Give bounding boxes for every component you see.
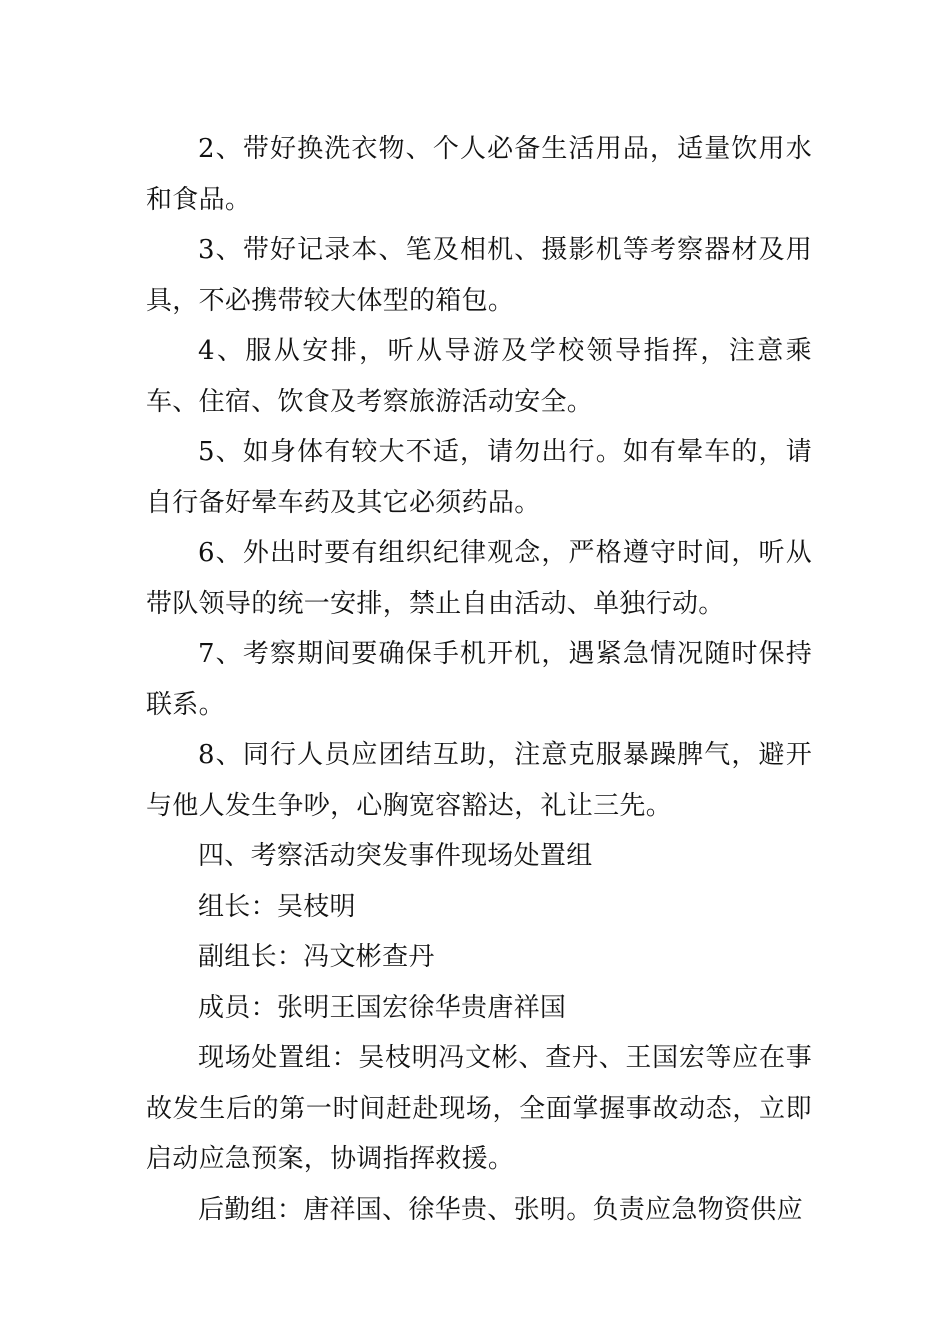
logistics-team-paragraph: 后勤组：唐祥国、徐华贵、张明。负责应急物资供应	[198, 1194, 803, 1225]
document-body	[146, 124, 812, 1235]
onsite-team-paragraph: 现场处置组：吴枝明冯文彬、查丹、王国宏等应在事故发生后的第一时间赶赴现场，全面掌握事故动态，立即启动应急预案，协调指挥救援。	[146, 1043, 812, 1174]
paragraph-item-4: 4、服从安排，听从导游及学校领导指挥，注意乘车、住宿、饮食及考察旅游活动安全。	[146, 336, 812, 417]
section-heading-four: 四、考察活动突发事件现场处置组	[198, 841, 593, 871]
paragraph-item-2: 2、带好换洗衣物、个人必备生活用品，适量饮用水和食品。	[146, 134, 812, 215]
team-leader-line: 组长：吴枝明	[198, 891, 356, 922]
paragraph-item-8: 8、同行人员应团结互助，注意克服暴躁脾气，避开与他人发生争吵，心胸宽容豁达，礼让三先。	[146, 740, 812, 821]
paragraph-item-5: 5、如身体有较大不适，请勿出行。如有晕车的，请自行备好晕车药及其它必须药品。	[146, 437, 812, 518]
paragraph-item-7: 7、考察期间要确保手机开机，遇紧急情况随时保持联系。	[146, 639, 812, 720]
paragraph-item-3: 3、带好记录本、笔及相机、摄影机等考察器材及用具，不必携带较大体型的箱包。	[146, 235, 812, 316]
members-line: 成员：张明王国宏徐华贵唐祥国	[198, 992, 567, 1023]
deputy-leader-line: 副组长：冯文彬查丹	[198, 942, 435, 972]
paragraph-item-6: 6、外出时要有组织纪律观念，严格遵守时间，听从带队领导的统一安排，禁止自由活动、单独行动。	[146, 538, 812, 619]
